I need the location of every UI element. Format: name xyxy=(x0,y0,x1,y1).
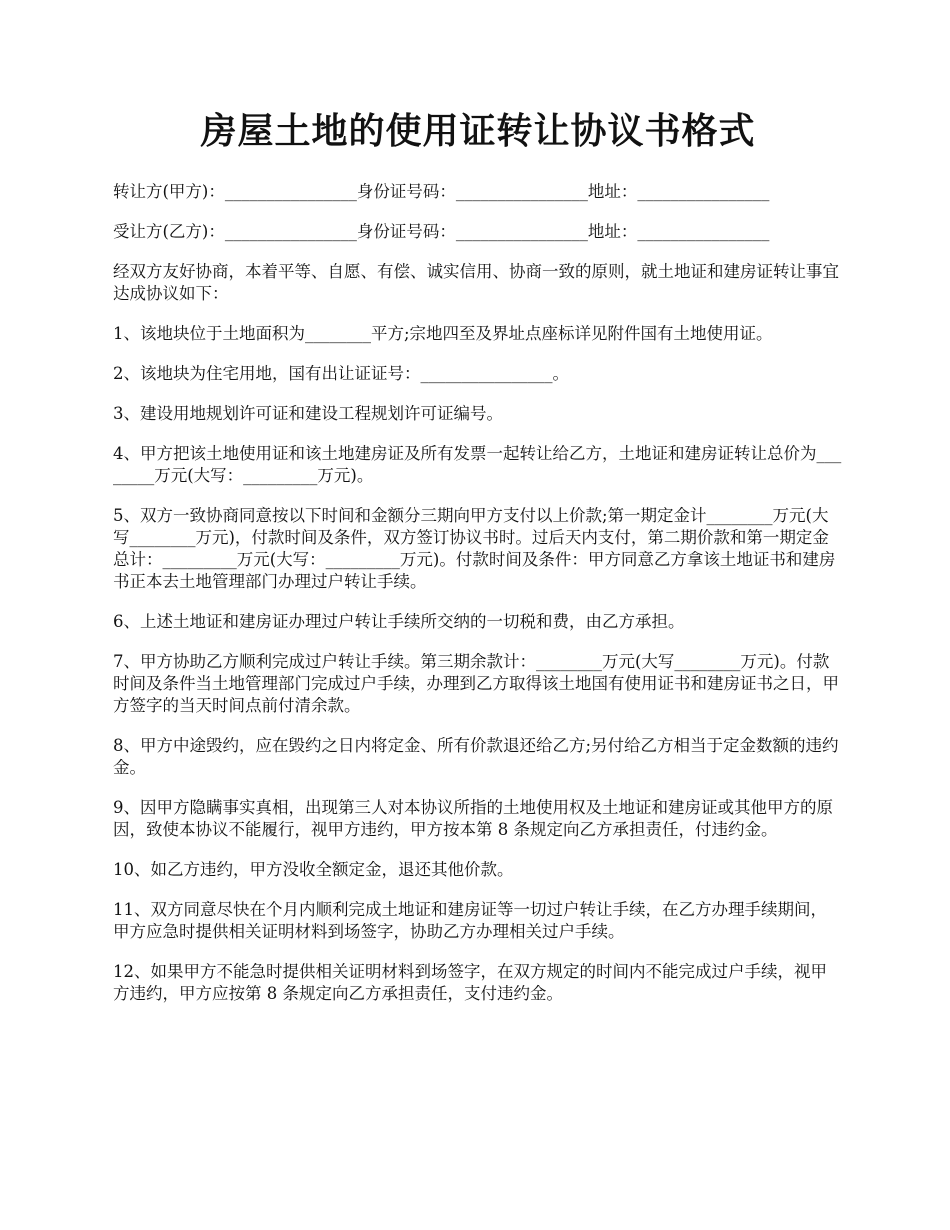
clause-4: 4、甲方把该土地使用证和该土地建房证及所有发票一起转让给乙方，土地证和建房证转让总价为________万元(大写：_________万元)。 xyxy=(113,444,842,486)
clause-6: 6、上述土地证和建房证办理过户转让手续所交纳的一切税和费，由乙方承担。 xyxy=(113,612,685,632)
clause-2: 2、该地块为住宅用地，国有出让证证号：________________。 xyxy=(113,364,569,384)
clause-9: 9、因甲方隐瞒事实真相，出现第三人对本协议所指的土地使用权及土地证和建房证或其他甲方的原因，致使本协议不能履行，视甲方违约，甲方按本第 8 条规定向乙方承担责任，付违约金。 xyxy=(113,798,833,840)
clause-1: 1、该地块位于土地面积为________平方;宗地四至及界址点座标详见附件国有土地使用证。 xyxy=(113,324,773,344)
clause-7: 7、甲方协助乙方顺利完成过户转让手续。第三期余款计：________万元(大写________万元)。付款时间及条件当土地管理部门完成过户手续，办理到乙方取得该土地国有使用证书和建房证书之日，甲方签字的当天时间点前付清余款。 xyxy=(113,652,839,716)
clause-12: 12、如果甲方不能急时提供相关证明材料到场签字，在双方规定的时间内不能完成过户手续，视甲方违约，甲方应按第 8 条规定向乙方承担责任，支付违约金。 xyxy=(113,962,827,1004)
clause-5: 5、双方一致协商同意按以下时间和金额分三期向甲方支付以上价款;第一期定金计________万元(大写________万元)，付款时间及条件，双方签订协议书时。过后天内支付，第二期价款和第一期定金总计：_________万元(大写：_________万元)。付款时间及条件：甲方同意乙方拿该土地证书和建房书正本去土地管理部门办理过户转让手续。 xyxy=(113,506,836,592)
clause-10: 10、如乙方违约，甲方没收全额定金，退还其他价款。 xyxy=(113,860,514,880)
clause-11: 11、双方同意尽快在个月内顺利完成土地证和建房证等一切过户转让手续，在乙方办理手续期间，甲方应急时提供相关证明材料到场签字，协助乙方办理相关过户手续。 xyxy=(113,900,827,942)
clause-3: 3、建设用地规划许可证和建设工程规划许可证编号。 xyxy=(113,404,503,424)
document-title: 房屋土地的使用证转让协议书格式 xyxy=(200,110,756,152)
document-page xyxy=(113,110,843,1023)
clause-8: 8、甲方中途毁约，应在毁约之日内将定金、所有价款退还给乙方;另付给乙方相当于定金数额的违约金。 xyxy=(113,736,839,778)
party-a-line: 转让方(甲方)：________________身份证号码：________________地址：________________ xyxy=(113,182,770,202)
party-b-line: 受让方(乙方)：________________身份证号码：________________地址：________________ xyxy=(113,222,770,242)
preamble-paragraph: 经双方友好协商，本着平等、自愿、有偿、诚实信用、协商一致的原则，就土地证和建房证转让事宜达成协议如下： xyxy=(113,262,839,304)
